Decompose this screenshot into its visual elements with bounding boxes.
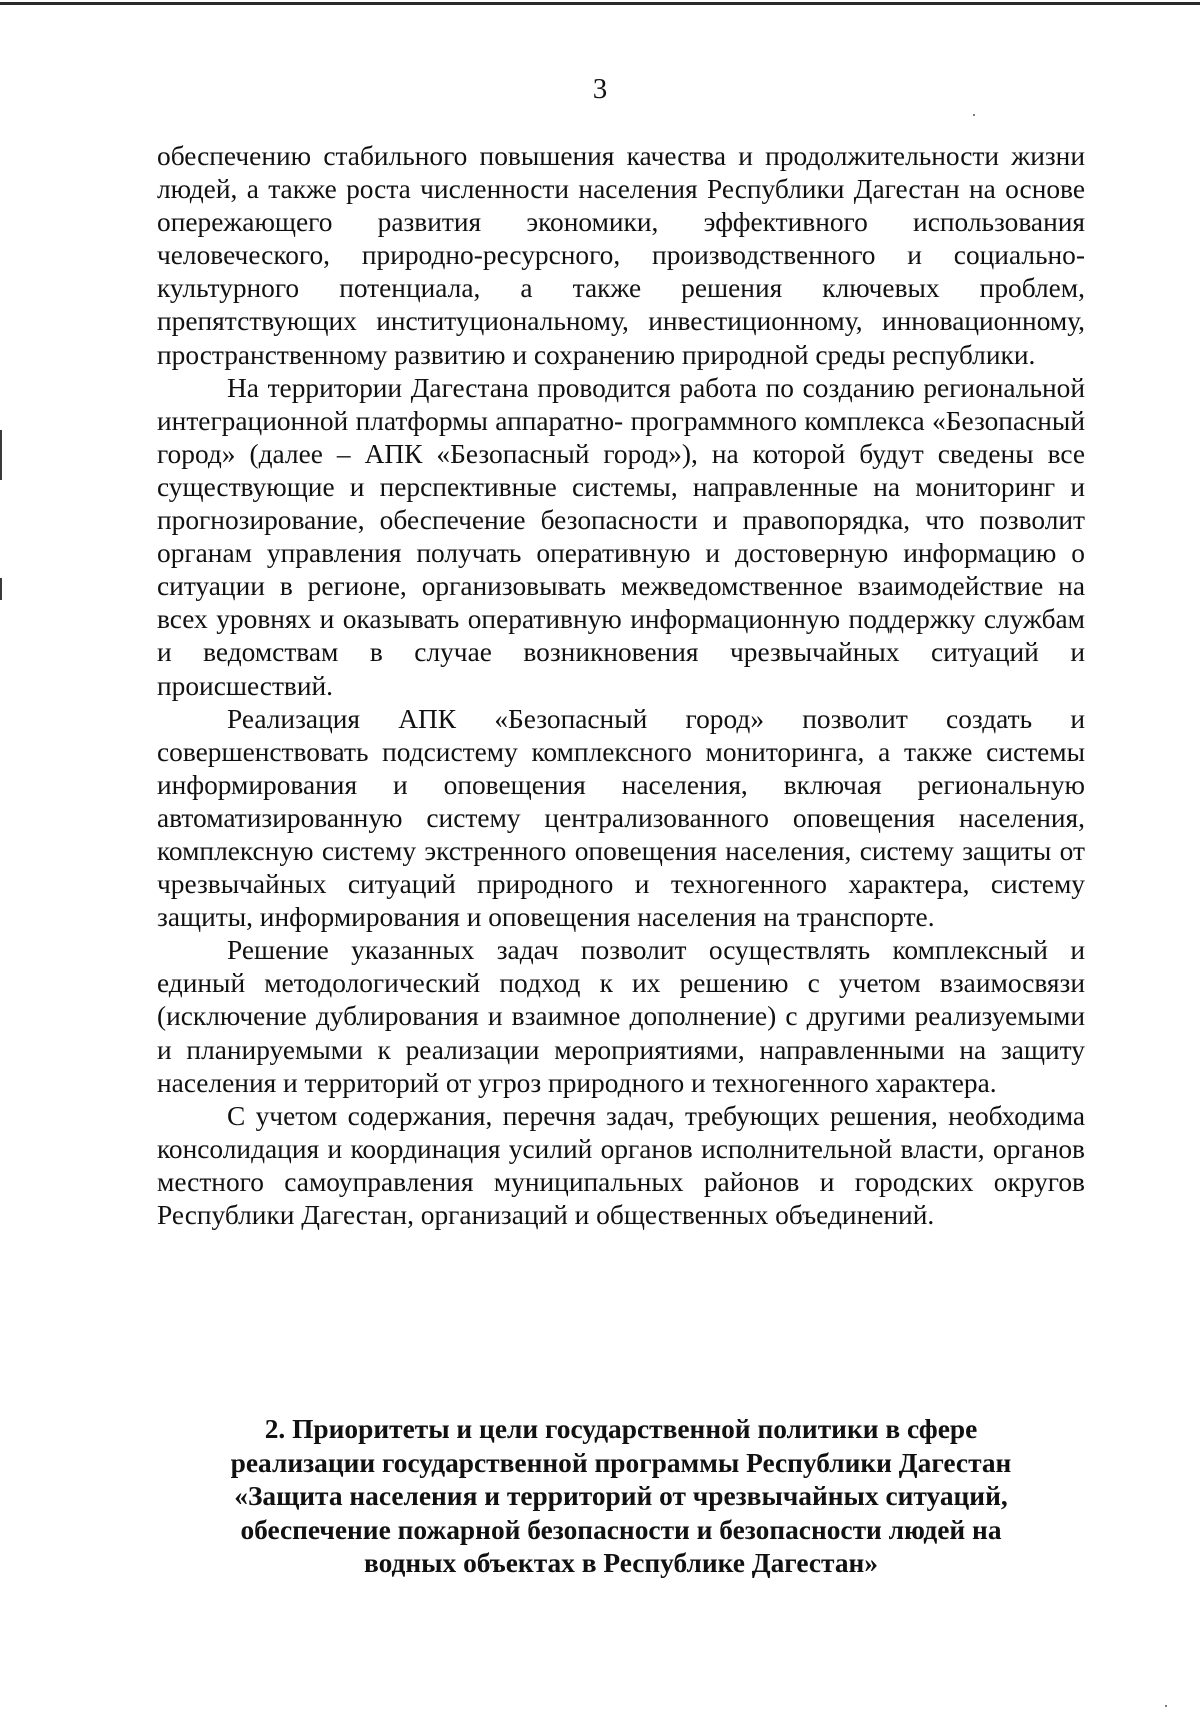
- page-number: 3: [592, 73, 608, 105]
- section-heading-line: обеспечение пожарной безопасности и безопасности людей на: [240, 1514, 1002, 1545]
- section-heading-line: «Защита населения и территорий от чрезвычайных ситуаций,: [234, 1481, 1008, 1511]
- paragraph-tasks-solution: Решение указанных задач позволит осуществлять комплексный и единый методологический подход к их решению с учетом взаимосвязи (исключение дублирования и взаимное дополнение) с другими реализуемыми и планируемыми к реализации мероприятиями, направленными на защиту населения и территорий от угроз природного и техногенного характера.: [157, 935, 1085, 1098]
- paragraph-safe-city-implementation: Реализация АПК «Безопасный город» позволит создать и совершенствовать подсистему комплексного мониторинга, а также системы информирования и оповещения населения, включая региональную автоматизированную систему централизованного оповещения населения, комплексную систему экстренного оповещения населения, систему защиты от чрезвычайных ситуаций природного и техногенного характера, систему защиты, информирования и оповещения населения на транспорте.: [157, 703, 1085, 933]
- paragraph-coordination: С учетом содержания, перечня задач, требующих решения, необходима консолидация и координация усилий органов исполнительной власти, органов местного самоуправления муниципальных районов и городских округов Республики Дагестан, организаций и общественных объединений.: [157, 1100, 1085, 1230]
- section-heading-line: реализации государственной программы Республики Дагестан: [230, 1447, 1012, 1478]
- section-heading-line: водных объектах в Республике Дагестан»: [364, 1548, 878, 1578]
- section-heading: [157, 1413, 1085, 1581]
- scan-edge-mark: [0, 430, 2, 480]
- scan-edge-line: [0, 2, 1200, 5]
- paragraph-continuation: обеспечению стабильного повышения качества и продолжительности жизни людей, а также роста численности населения Республики Дагестан на основе опережающего развития экономики, эффективного использования человеческого, природно-ресурсного, производственного и социально-культурного потенциала, а также решения ключевых проблем, препятствующих институциональному, инвестиционному, инновационному, пространственному развитию и сохранению природной среды республики.: [157, 141, 1085, 370]
- scan-speck: [973, 114, 975, 116]
- scan-speck: [1165, 1705, 1167, 1707]
- section-heading-line: 2. Приоритеты и цели государственной политики в сфере: [264, 1414, 978, 1444]
- paragraph-safe-city-platform: На территории Дагестана проводится работа по созданию региональной интеграционной платформы аппаратно- программного комплекса «Безопасный город» (далее – АПК «Безопасный город»), на которой будут сведены все существующие и перспективные системы, направленные на мониторинг и прогнозирование, обеспечение безопасности и правопорядка, что позволит органам управления получать оперативную и достоверную информацию о ситуации в регионе, организовывать межведомственное взаимодействие на всех уровнях и оказывать оперативную информационную поддержку службам и ведомствам в случае возникновения чрезвычайных ситуаций и происшествий.: [157, 372, 1085, 701]
- body-text: [157, 140, 1085, 1232]
- scan-edge-mark: [0, 578, 2, 600]
